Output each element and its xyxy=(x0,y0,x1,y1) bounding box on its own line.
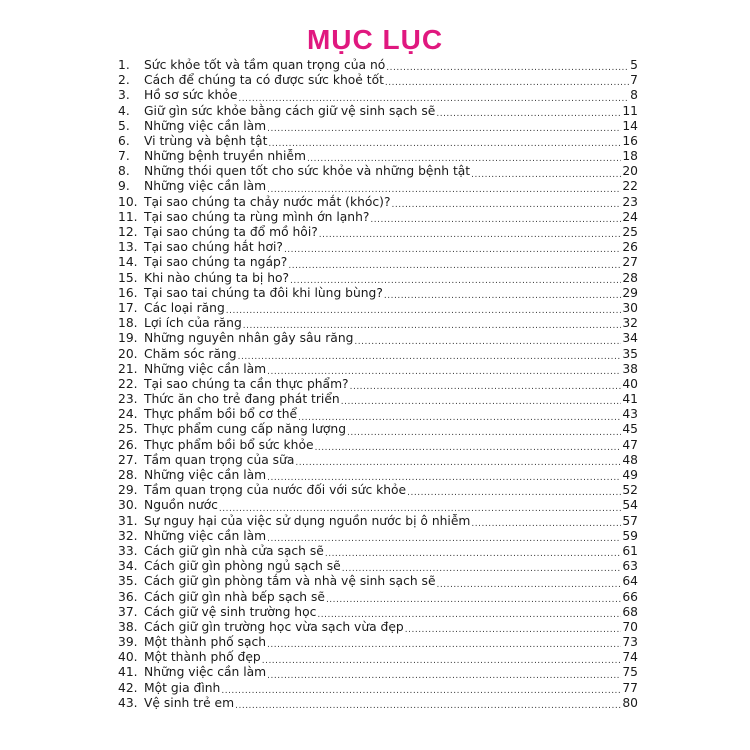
toc-dot-leader xyxy=(471,514,621,529)
toc-entry-page-number: 5 xyxy=(630,57,638,72)
toc-entry-number: 28. xyxy=(118,468,138,483)
toc-entry-number: 43. xyxy=(118,695,138,710)
toc-entry xyxy=(118,605,638,620)
toc-dot-leader xyxy=(284,240,621,255)
toc-entry-title: Tại sao chúng hắt hơi? xyxy=(144,240,283,255)
toc-entry-number: 30. xyxy=(118,498,138,513)
toc-entry xyxy=(118,468,638,483)
toc-entry-page-number: 16 xyxy=(622,133,638,148)
toc-entry-title: Cách giữ gìn phòng tắm và nhà vệ sinh sạch sẽ xyxy=(144,574,436,589)
toc-entry-number: 4. xyxy=(118,103,130,118)
toc-entry-page-number: 48 xyxy=(622,452,638,467)
toc-entry-title: Khi nào chúng ta bị ho? xyxy=(144,270,290,285)
toc-dot-leader xyxy=(370,210,621,225)
toc-entry-page-number: 74 xyxy=(622,650,638,665)
toc-dot-leader xyxy=(262,650,622,665)
toc-entry xyxy=(118,286,638,301)
toc-entry-title: Thức ăn cho trẻ đang phát triển xyxy=(144,392,340,407)
toc-entry xyxy=(118,301,638,316)
toc-entry xyxy=(118,119,638,134)
toc-dot-leader xyxy=(342,559,622,574)
toc-dot-leader xyxy=(243,316,622,331)
toc-entry-page-number: 54 xyxy=(622,498,638,513)
toc-entry xyxy=(118,453,638,468)
toc-dot-leader xyxy=(319,225,622,240)
toc-entry-title: Tầm quan trọng của nước đối với sức khỏe xyxy=(144,483,407,498)
toc-entry-page-number: 77 xyxy=(622,680,638,695)
toc-dot-leader xyxy=(325,544,622,559)
toc-entry-number: 33. xyxy=(118,543,138,558)
toc-entry-page-number: 25 xyxy=(622,225,638,240)
toc-entry-number: 17. xyxy=(118,300,138,315)
toc-entry-title: Những bệnh truyền nhiễm xyxy=(144,149,306,164)
toc-entry-title: Các loại răng xyxy=(144,300,225,315)
toc-entry-page-number: 32 xyxy=(622,316,638,331)
toc-entry-page-number: 52 xyxy=(622,483,638,498)
toc-dot-leader xyxy=(437,574,622,589)
toc-dot-leader xyxy=(315,438,622,453)
toc-dot-leader xyxy=(350,377,622,392)
toc-entry-page-number: 59 xyxy=(622,528,638,543)
toc-entry-number: 13. xyxy=(118,240,138,255)
toc-entry-number: 15. xyxy=(118,270,138,285)
toc-entry-title: Tại sao chúng ta đổ mồ hôi? xyxy=(144,225,318,240)
toc-entry-page-number: 24 xyxy=(622,209,638,224)
toc-entry-page-number: 47 xyxy=(622,437,638,452)
toc-entry xyxy=(118,498,638,513)
toc-entry-page-number: 41 xyxy=(622,392,638,407)
toc-entry-page-number: 29 xyxy=(622,285,638,300)
toc-entry-title: Tại sao chúng ta ngáp? xyxy=(144,255,288,270)
toc-entry-title: Những việc cần làm xyxy=(144,468,267,483)
toc-entry-page-number: 34 xyxy=(622,331,638,346)
toc-entry-title: Tại sao chúng ta rùng mình ớn lạnh? xyxy=(144,209,370,224)
toc-entry-title: Thực phẩm bồi bổ sức khỏe xyxy=(144,437,314,452)
toc-entry-title: Một gia đình xyxy=(144,680,221,695)
toc-entry-number: 7. xyxy=(118,149,130,164)
toc-entry-title: Cách giữ gìn trường học vừa sạch vừa đẹp xyxy=(144,619,404,634)
toc-entry xyxy=(118,666,638,681)
toc-dot-leader xyxy=(267,362,621,377)
toc-dot-leader xyxy=(238,347,622,362)
toc-dot-leader xyxy=(317,605,621,620)
toc-entry-number: 3. xyxy=(118,88,130,103)
toc-entry-page-number: 23 xyxy=(622,194,638,209)
toc-entry-page-number: 66 xyxy=(622,589,638,604)
page-title: MỤC LỤC xyxy=(306,24,444,55)
toc-entry xyxy=(118,149,638,164)
toc-dot-leader xyxy=(221,681,621,696)
toc-dot-leader xyxy=(288,255,621,270)
toc-entry xyxy=(118,88,638,103)
toc-dot-leader xyxy=(341,392,622,407)
toc-entry-title: Sức khỏe tốt và tầm quan trọng của nó xyxy=(144,57,386,72)
toc-entry-number: 27. xyxy=(118,452,138,467)
toc-entry-title: Những việc cần làm xyxy=(144,528,267,543)
toc-entry-number: 11. xyxy=(118,209,138,224)
toc-entry-number: 25. xyxy=(118,422,138,437)
toc-dot-leader xyxy=(386,58,629,73)
toc-entry xyxy=(118,650,638,665)
toc-entry-number: 21. xyxy=(118,361,138,376)
toc-entry-page-number: 63 xyxy=(622,559,638,574)
toc-entry-page-number: 22 xyxy=(622,179,638,194)
toc-entry xyxy=(118,210,638,225)
toc-dot-leader xyxy=(347,423,621,438)
toc-entry-number: 23. xyxy=(118,392,138,407)
toc-entry-number: 18. xyxy=(118,316,138,331)
toc-dot-leader xyxy=(290,271,621,286)
toc-entry-number: 41. xyxy=(118,665,138,680)
toc-dot-leader xyxy=(267,180,621,195)
toc-entry xyxy=(118,240,638,255)
toc-entry-number: 9. xyxy=(118,179,130,194)
toc-entry-number: 37. xyxy=(118,604,138,619)
toc-entry-title: Thực phẩm bồi bổ cơ thể xyxy=(144,407,298,422)
toc-entry-page-number: 27 xyxy=(622,255,638,270)
toc-entry-title: Những nguyên nhân gây sâu răng xyxy=(144,331,354,346)
toc-dot-leader xyxy=(268,134,621,149)
toc-dot-leader xyxy=(384,286,621,301)
toc-entry-title: Một thành phố sạch xyxy=(144,635,267,650)
toc-entry-title: Tại sao tai chúng ta đôi khi lùng bùng? xyxy=(144,285,383,300)
toc-entry xyxy=(118,696,638,711)
toc-entry-number: 14. xyxy=(118,255,138,270)
toc-dot-leader xyxy=(385,73,629,88)
toc-entry-page-number: 20 xyxy=(622,164,638,179)
toc-entry xyxy=(118,73,638,88)
toc-entry-page-number: 30 xyxy=(622,300,638,315)
toc-entry-title: Những việc cần làm xyxy=(144,179,267,194)
toc-entry xyxy=(118,529,638,544)
toc-entry-number: 24. xyxy=(118,407,138,422)
toc-entry-number: 20. xyxy=(118,346,138,361)
toc-entry-page-number: 80 xyxy=(622,695,638,710)
toc-entry xyxy=(118,392,638,407)
toc-entry-page-number: 57 xyxy=(622,513,638,528)
toc-entry-title: Cách giữ gìn nhà bếp sạch sẽ xyxy=(144,589,325,604)
toc-entry-number: 31. xyxy=(118,513,138,528)
toc-dot-leader xyxy=(471,164,621,179)
toc-entry-number: 36. xyxy=(118,589,138,604)
toc-entry-title: Cách giữ gìn nhà cửa sạch sẽ xyxy=(144,543,324,558)
toc-entry-title: Những việc cần làm xyxy=(144,665,267,680)
toc-entry-title: Cách để chúng ta có được sức khoẻ tốt xyxy=(144,73,384,88)
toc-dot-leader xyxy=(392,195,622,210)
toc-entry-title: Những việc cần làm xyxy=(144,361,267,376)
toc-entry-number: 40. xyxy=(118,650,138,665)
toc-entry-number: 5. xyxy=(118,118,130,133)
toc-entry-number: 2. xyxy=(118,73,130,88)
toc-entry xyxy=(118,559,638,574)
toc-entry xyxy=(118,225,638,240)
toc-entry-number: 1. xyxy=(118,57,130,72)
toc-entry xyxy=(118,104,638,119)
toc-entry-number: 29. xyxy=(118,483,138,498)
toc-entry-page-number: 68 xyxy=(622,604,638,619)
toc-dot-leader xyxy=(267,119,621,134)
toc-entry xyxy=(118,316,638,331)
toc-dot-leader xyxy=(298,407,621,422)
toc-entry-page-number: 40 xyxy=(622,376,638,391)
toc-entry xyxy=(118,407,638,422)
toc-entry-number: 6. xyxy=(118,133,130,148)
toc-entry-title: Hồ sơ sức khỏe xyxy=(144,88,238,103)
toc-entry-page-number: 45 xyxy=(622,422,638,437)
toc-entry xyxy=(118,483,638,498)
toc-dot-leader xyxy=(295,453,621,468)
toc-entry xyxy=(118,377,638,392)
toc-dot-leader xyxy=(307,149,621,164)
toc-entry-title: Vệ sinh trẻ em xyxy=(144,695,235,710)
table-of-contents xyxy=(118,58,638,711)
toc-dot-leader xyxy=(436,104,621,119)
toc-entry-page-number: 11 xyxy=(622,103,638,118)
toc-entry-title: Giữ gìn sức khỏe bằng cách giữ vệ sinh sạch sẽ xyxy=(144,103,436,118)
toc-dot-leader xyxy=(267,635,621,650)
toc-entry xyxy=(118,590,638,605)
toc-entry-number: 38. xyxy=(118,619,138,634)
toc-entry xyxy=(118,331,638,346)
toc-entry-page-number: 14 xyxy=(622,118,638,133)
toc-entry-page-number: 49 xyxy=(622,468,638,483)
toc-entry-page-number: 64 xyxy=(622,574,638,589)
toc-dot-leader xyxy=(219,498,621,513)
toc-entry-title: Một thành phố đẹp xyxy=(144,650,261,665)
toc-entry xyxy=(118,164,638,179)
toc-entry xyxy=(118,195,638,210)
toc-entry-page-number: 38 xyxy=(622,361,638,376)
toc-entry-number: 12. xyxy=(118,225,138,240)
toc-entry-page-number: 28 xyxy=(622,270,638,285)
toc-entry-page-number: 43 xyxy=(622,407,638,422)
toc-entry xyxy=(118,544,638,559)
toc-entry xyxy=(118,58,638,73)
toc-entry xyxy=(118,514,638,529)
toc-entry-number: 42. xyxy=(118,680,138,695)
toc-entry xyxy=(118,620,638,635)
toc-entry xyxy=(118,134,638,149)
toc-entry-title: Tại sao chúng ta cần thực phẩm? xyxy=(144,376,349,391)
toc-entry-title: Những thói quen tốt cho sức khỏe và những bệnh tật xyxy=(144,164,471,179)
toc-entry xyxy=(118,180,638,195)
toc-entry-title: Những việc cần làm xyxy=(144,118,267,133)
toc-entry-title: Nguồn nước xyxy=(144,498,218,513)
toc-entry-number: 22. xyxy=(118,376,138,391)
toc-entry xyxy=(118,347,638,362)
toc-entry xyxy=(118,255,638,270)
toc-entry-title: Cách giữ gìn phòng ngủ sạch sẽ xyxy=(144,559,341,574)
toc-dot-leader xyxy=(326,590,621,605)
toc-entry xyxy=(118,681,638,696)
toc-entry xyxy=(118,362,638,377)
toc-entry-page-number: 8 xyxy=(630,88,638,103)
toc-entry xyxy=(118,574,638,589)
toc-entry-title: Tầm quan trọng của sữa xyxy=(144,452,295,467)
toc-dot-leader xyxy=(267,468,621,483)
toc-dot-leader xyxy=(407,483,621,498)
toc-entry-number: 26. xyxy=(118,437,138,452)
toc-entry-page-number: 7 xyxy=(630,73,638,88)
toc-entry-page-number: 73 xyxy=(622,635,638,650)
toc-entry-title: Thực phẩm cung cấp năng lượng xyxy=(144,422,347,437)
toc-entry-number: 10. xyxy=(118,194,138,209)
toc-entry-page-number: 26 xyxy=(622,240,638,255)
toc-entry xyxy=(118,271,638,286)
toc-entry xyxy=(118,423,638,438)
toc-dot-leader xyxy=(405,620,622,635)
toc-dot-leader xyxy=(354,331,621,346)
toc-entry-number: 19. xyxy=(118,331,138,346)
toc-entry-number: 39. xyxy=(118,635,138,650)
toc-entry xyxy=(118,635,638,650)
toc-entry-page-number: 75 xyxy=(622,665,638,680)
toc-dot-leader xyxy=(267,666,621,681)
toc-entry-page-number: 61 xyxy=(622,543,638,558)
toc-entry-number: 32. xyxy=(118,528,138,543)
toc-entry-page-number: 18 xyxy=(622,149,638,164)
toc-entry-number: 16. xyxy=(118,285,138,300)
toc-entry-page-number: 70 xyxy=(622,619,638,634)
toc-entry-title: Cách giữ vệ sinh trường học xyxy=(144,604,317,619)
toc-dot-leader xyxy=(238,88,629,103)
toc-entry xyxy=(118,438,638,453)
toc-entry-title: Tại sao chúng ta chảy nước mắt (khóc)? xyxy=(144,194,391,209)
toc-entry-number: 34. xyxy=(118,559,138,574)
toc-dot-leader xyxy=(226,301,622,316)
toc-entry-number: 35. xyxy=(118,574,138,589)
toc-entry-number: 8. xyxy=(118,164,130,179)
toc-entry-page-number: 35 xyxy=(622,346,638,361)
toc-entry-title: Lợi ích của răng xyxy=(144,316,242,331)
toc-entry-title: Sự nguy hại của việc sử dụng nguồn nước bị ô nhiễm xyxy=(144,513,471,528)
toc-dot-leader xyxy=(267,529,621,544)
toc-entry-title: Chăm sóc răng xyxy=(144,346,237,361)
toc-dot-leader xyxy=(235,696,621,711)
toc-entry-title: Vi trùng và bệnh tật xyxy=(144,133,268,148)
